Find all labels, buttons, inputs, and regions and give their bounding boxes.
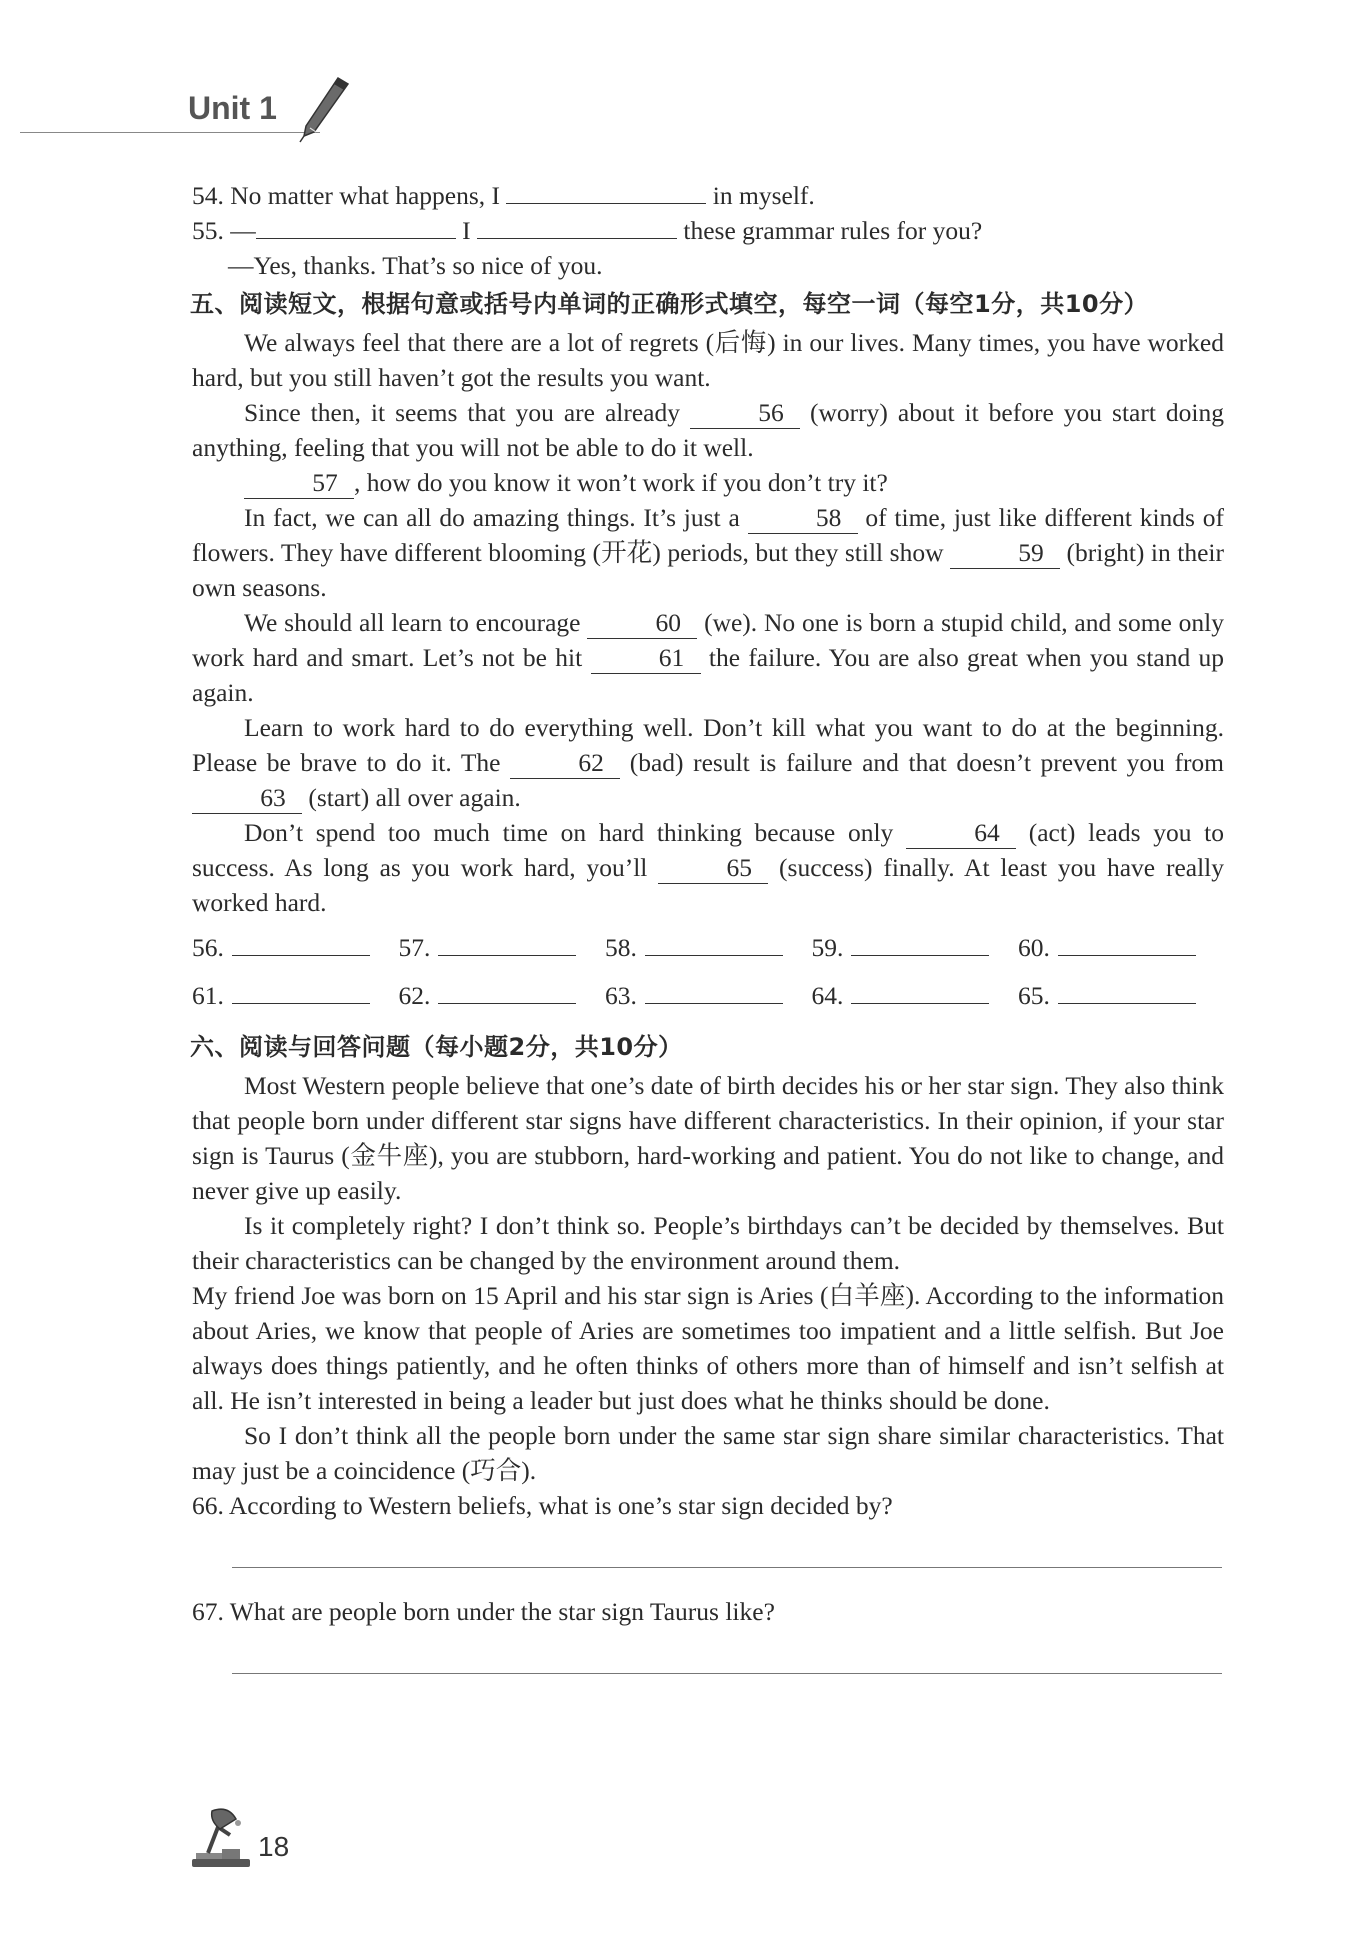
blank-65[interactable]: 65 [658, 853, 768, 884]
blank-59[interactable]: 59 [950, 538, 1060, 569]
header-rule [20, 132, 320, 133]
answer-line-56[interactable] [232, 955, 370, 956]
blank-58[interactable]: 58 [748, 503, 858, 534]
blank-64[interactable]: 64 [906, 818, 1016, 849]
question-54: 54. No matter what happens, I in myself. [192, 181, 815, 210]
section5-paragraph-1: We always feel that there are a lot of regrets (后悔) in our lives. Many times, you have worked hard, but you still haven’t got the results you want. [192, 328, 1224, 392]
answer-cell: 62. [399, 976, 605, 1016]
unit-title: Unit 1 [188, 90, 277, 126]
question-67: 67. What are people born under the star sign Taurus like? [192, 1597, 775, 1626]
answer-row-2 [192, 976, 1224, 1016]
section6-paragraph-2: Is it completely right? I don’t think so. People’s birthdays can’t be decided by themselves. But their characteristics can be changed by the environment around them. [192, 1211, 1224, 1275]
answer-line-60[interactable] [1058, 955, 1196, 956]
question-55-reply: —Yes, thanks. That’s so nice of you. [228, 251, 603, 280]
answer-line-57[interactable] [438, 955, 576, 956]
answer-blank-54[interactable] [506, 203, 706, 204]
answer-cell: 60. [1018, 928, 1224, 968]
section5-paragraph-7: Don’t spend too much time on hard thinking because only 64 (act) leads you to success. As long as you work hard, you’ll 65 (success) finally. At least you have really worked hard. [192, 818, 1225, 917]
answer-line-62[interactable] [438, 1003, 576, 1004]
answer-cell: 63. [605, 976, 811, 1016]
section5-paragraph-6: Learn to work hard to do everything well. Don’t kill what you want to do at the beginning. Please be brave to do it. The 62 (bad) result is failure and that doesn’t prevent you from 63 (start) all over again. [192, 713, 1225, 812]
question-55: 55. — I these grammar rules for you? [192, 216, 983, 245]
answer-line-67[interactable] [232, 1673, 1222, 1674]
page-content [192, 178, 1224, 1674]
answer-cell: 57. [399, 928, 605, 968]
blank-62[interactable]: 62 [510, 748, 620, 779]
section6-paragraph-3: My friend Joe was born on 15 April and his star sign is Aries (白羊座). According to the information about Aries, we know that people of Aries are sometimes too impatient and a little selfish. But Joe always does things patiently, and he often thinks of others more than of himself and isn’t selfish at all. He isn’t interested in being a leader but just does what he thinks should be done. [192, 1281, 1224, 1415]
section-6-heading: 六、阅读与回答问题（每小题2分，共10分） [190, 1033, 683, 1061]
pen-icon [292, 74, 354, 144]
section6-paragraph-1: Most Western people believe that one’s date of birth decides his or her star sign. They also think that people born under different star signs have different characteristics. In their opinion, if your star sign is Taurus (金牛座), you are stubborn, hard-working and patient. You do not like to change, and never give up easily. [192, 1071, 1224, 1205]
answer-cell: 56. [192, 928, 398, 968]
desk-lamp-icon [190, 1805, 254, 1871]
section5-paragraph-2: Since then, it seems that you are already 56 (worry) about it before you start doing anything, feeling that you will not be able to do it well. [192, 398, 1225, 462]
answer-line-66[interactable] [232, 1567, 1222, 1568]
section-5-heading: 五、阅读短文，根据句意或括号内单词的正确形式填空，每空一词（每空1分，共10分） [190, 290, 1149, 318]
answer-cell: 65. [1018, 976, 1224, 1016]
answer-line-59[interactable] [851, 955, 989, 956]
answer-cell: 61. [192, 976, 398, 1016]
answer-line-58[interactable] [645, 955, 783, 956]
answer-cell: 64. [812, 976, 1018, 1016]
answer-line-64[interactable] [851, 1003, 989, 1004]
answer-row-1 [192, 928, 1224, 968]
blank-57[interactable]: 57 [244, 468, 354, 499]
blank-61[interactable]: 61 [591, 643, 701, 674]
blank-60[interactable]: 60 [587, 608, 697, 639]
section5-paragraph-4: In fact, we can all do amazing things. It’s just a 58 of time, just like different kinds of flowers. They have different blooming (开花) periods, but they still show 59 (bright) in their own seasons. [192, 503, 1225, 602]
answer-blank-55a[interactable] [256, 238, 456, 239]
section6-paragraph-4: So I don’t think all the people born under the same star sign share similar characteristics. That may just be a coincidence (巧合). [192, 1421, 1224, 1485]
answer-cell: 59. [812, 928, 1018, 968]
blank-56[interactable]: 56 [690, 398, 800, 429]
section5-paragraph-5: We should all learn to encourage 60 (we). No one is born a stupid child, and some only work hard and smart. Let’s not be hit 61 the failure. You are also great when you stand up again. [192, 608, 1225, 707]
answer-line-61[interactable] [232, 1003, 370, 1004]
page-number: 18 [258, 1831, 290, 1862]
answer-cell: 58. [605, 928, 811, 968]
page-header [20, 70, 350, 140]
question-66: 66. According to Western beliefs, what is one’s star sign decided by? [192, 1491, 893, 1520]
page-footer [190, 1805, 330, 1875]
answer-line-65[interactable] [1058, 1003, 1196, 1004]
answer-line-63[interactable] [645, 1003, 783, 1004]
section5-paragraph-3: 57 , how do you know it won’t work if you don’t try it? [192, 465, 1224, 500]
answer-blank-55b[interactable] [477, 238, 677, 239]
blank-63[interactable]: 63 [192, 783, 302, 814]
